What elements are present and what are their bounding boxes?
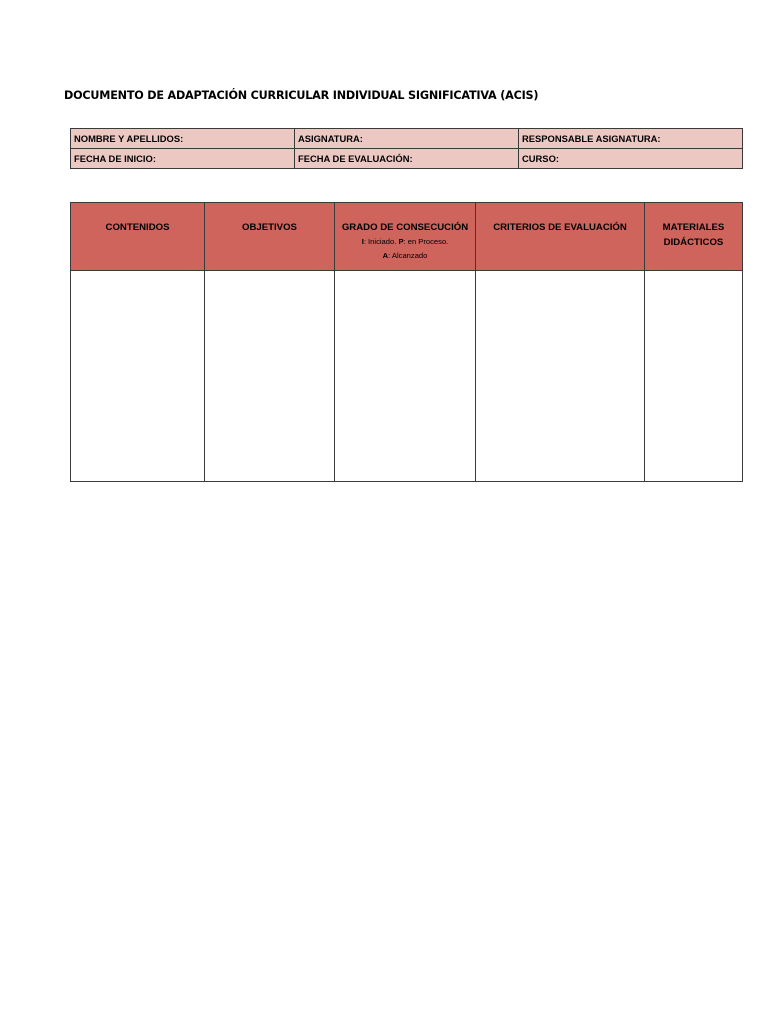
info-row-2 <box>71 149 743 169</box>
asignatura-field[interactable]: ASIGNATURA: <box>295 129 519 149</box>
fecha-inicio-field[interactable]: FECHA DE INICIO: <box>71 149 295 169</box>
document-title: DOCUMENTO DE ADAPTACIÓN CURRICULAR INDIVIDUAL SIGNIFICATIVA (ACIS) <box>64 89 539 102</box>
materiales-line-1: MATERIALES <box>662 222 725 233</box>
legend-p-key: P <box>398 237 404 246</box>
grado-label: GRADO DE CONSECUCIÓN <box>341 222 469 233</box>
legend-i-text: : Iniciado. <box>363 237 399 246</box>
contenidos-cell[interactable] <box>71 271 205 482</box>
curriculum-body-row <box>71 271 743 482</box>
curso-field[interactable]: CURSO: <box>519 149 743 169</box>
legend-p-text: : en Proceso. <box>403 237 449 246</box>
header-criterios-evaluacion: CRITERIOS DE EVALUACIÓN <box>476 203 645 271</box>
legend-i-key: I <box>361 237 364 246</box>
curriculum-table <box>70 202 743 482</box>
info-row-1 <box>71 129 743 149</box>
nombre-apellidos-field[interactable]: NOMBRE Y APELLIDOS: <box>71 129 295 149</box>
responsable-asignatura-field[interactable]: RESPONSABLE ASIGNATURA: <box>519 129 743 149</box>
objetivos-cell[interactable] <box>205 271 335 482</box>
header-objetivos: OBJETIVOS <box>205 203 335 271</box>
header-grado-consecucion <box>335 203 476 271</box>
header-materiales-didacticos <box>645 203 743 271</box>
materiales-didacticos-cell[interactable] <box>645 271 743 482</box>
materiales-line-2: DIDÁCTICOS <box>663 237 724 248</box>
curriculum-header-row <box>71 203 743 271</box>
criterios-evaluacion-cell[interactable] <box>476 271 645 482</box>
grado-legend <box>339 235 471 263</box>
header-contenidos: CONTENIDOS <box>71 203 205 271</box>
fecha-evaluacion-field[interactable]: FECHA DE EVALUACIÓN: <box>295 149 519 169</box>
legend-a-key: A <box>382 251 389 260</box>
legend-a-text: : Alcanzado <box>388 251 428 260</box>
grado-consecucion-cell[interactable] <box>335 271 476 482</box>
student-info-table <box>70 128 743 169</box>
